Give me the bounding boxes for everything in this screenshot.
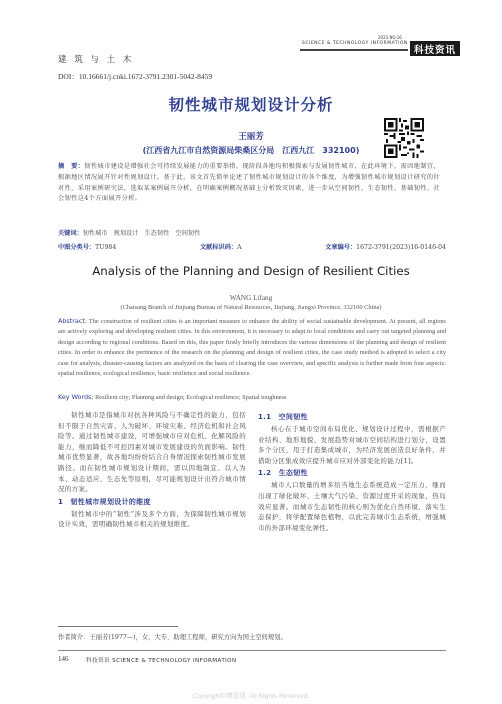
keywords-en-label: Key Words: — [58, 393, 94, 401]
footnote-rule — [58, 626, 178, 627]
copyright-watermark: Copyright©博看网. All Rights Reserved. — [192, 693, 310, 700]
clc-value: TU984 — [95, 244, 117, 251]
article-value: 1672-3791(2023)16-0146-04 — [356, 244, 446, 251]
article-label: 文章编号： — [325, 244, 357, 251]
qr-code-icon[interactable] — [384, 118, 424, 158]
section-1-1-heading: 1.1 空间韧性 — [258, 413, 308, 421]
abstract-cn-text: 韧性城市建设是增强社会可持续发展能力的重要举措，现阶段各地均积极探索与发展韧性城市，在此环境下，需因地制宜，根据地区情况展开针对性规划设计。基于此，该文首先简单论述了韧性城市规划设计的各个维度，为增强韧性城市规划设计研究的针对性，采用案例研究法，选取某案例展开分析，在明确案例概况基础上分析致灾因素，进一步从空间韧性、生态韧性、基础韧性、社会韧性这4个方面展开分析。 — [58, 163, 441, 203]
clc-label: 中图分类号： — [58, 244, 96, 251]
section-1-paragraph: 韧性城市中的“韧性”涉及多个方面，为保障韧性城市规划设计实效，需明确韧性城市相关的规划维度。 — [58, 509, 246, 529]
journal-brand-logo: 科技资讯 — [410, 41, 460, 56]
journal-name-small: SCIENCE & TECHNOLOGY INFORMATION — [302, 41, 408, 46]
english-title: Analysis of the Planning and Design of Resilient Cities — [92, 264, 410, 278]
section-1-heading: 1 韧性城市规划设计的维度 — [58, 497, 151, 506]
section-1-2-paragraph: 城市人口数量的增多给当地生态系统造成一定压力，继而出现了绿化破坏、土壤大气污染、资源过度开采的现象，热岛效应显著。而城市生态韧性的核心则为优化自然环境、落实生态保护，将学配置绿色植物，以此完善城市生态系统，增强城市的外部环境变化弹性。 — [258, 481, 446, 532]
abstract-en-label: Abstract: — [58, 317, 87, 325]
doi[interactable]: DOI：10.16661/j.cnki.1672-3791.2301-5042-8459 — [58, 72, 213, 81]
document-code — [200, 242, 242, 251]
author-en: WANG Lifang — [229, 294, 273, 302]
keywords-cn — [58, 228, 446, 237]
affiliation-cn: (江西省九江市自然资源局柴桑区分局 江西九江 332100) — [142, 146, 360, 155]
page-number: 146 — [58, 655, 69, 663]
issue-number: 2023 NO.16 — [378, 35, 402, 40]
footer-journal-name: 科技资讯 SCIENCE & TECHNOLOGY INFORMATION — [86, 658, 237, 664]
keywords-en — [58, 393, 446, 401]
author-cn: 王丽芳 — [238, 132, 264, 142]
clc-number — [58, 242, 116, 251]
body-column-right — [258, 410, 446, 533]
article-number — [325, 242, 446, 251]
keywords-en-text: Resilient city; Planning and design; Ecological resilience; Spatial toughness — [93, 394, 287, 401]
code-label: 文献标识码： — [199, 244, 238, 251]
body-column-left — [58, 410, 246, 530]
abstract-en — [58, 316, 446, 379]
section-1-1-paragraph: 核心在于城市空间布局优化、规划设计过程中，需根据产业结构、地形地貌、发展趋势对城市空间结构进行划分，设置多个分区，用于打造集成城市，为经济发展创造良好条件，并借助分区集成效应提升城市应对外部变化的能力[1]。 — [258, 425, 446, 465]
footer-rule — [58, 650, 446, 651]
abstract-cn-label: 摘 要： — [58, 163, 85, 170]
affiliation-en: (Chaisang Branch of Jiujiang Bureau of Natural Resources, Jiujiang, Jiangxi Province, 332100 China) — [120, 304, 382, 311]
header-rule — [300, 49, 408, 51]
intro-paragraph: 韧性城市是指城市对抗各种风险与不确定性的能力，包括但不限于自然灾害、人为破坏、环境灾难、经济危机和社会风险等。通过韧性城市建设，可增强城市应对危机、化解风险的能力，继而降低不可控因素对城市发展建设的负面影响。韧性城市优势显著，故各地均纷纷结合自身情况探索韧性城市发展路径。而在韧性城市规划设计期间，需以因地制宜、以人为本、动态适应、生态先等原则，尽可能规划设计出符合城市情况的方案。 — [58, 411, 246, 494]
code-value: A — [237, 244, 242, 251]
author-footnote: 作者简介：王丽芳(1977—)，女，大专，助理工程师，研究方向为国土空间规划。 — [58, 634, 287, 641]
abstract-cn — [58, 162, 446, 205]
article-meta — [58, 242, 446, 251]
abstract-en-text: The construction of resilient cities is an important measure to enhance the ability of social sustainable development. At present, all regions are actively exploring and developing resilient cities. In this environment, it is necessary to adapt to local conditions and carry out targeted planning and design according to regional conditions. Based on this, this paper firstly briefly introduces the various dimensions of the planning and design of resilient cities. In order to enhance the pertinence of the research on the planning and design of resilient cities, the case study method is adopted to select a city case for analysis, disaster-causing factors are analyzed on the basis of clearing the case overview, and specific analysis is further made from four aspects: spatial resilience, ecological resilience, basic resilience and social resilience. — [58, 318, 446, 378]
section-label: 建 筑 与 土 木 — [58, 55, 134, 65]
keywords-cn-label: 关键词： — [58, 230, 83, 237]
page-title: 韧性城市规划设计分析 — [168, 96, 334, 114]
keywords-cn-text: 韧性城市 规划设计 生态韧性 空间韧性 — [82, 230, 201, 237]
section-1-2-heading: 1.2 生态韧性 — [258, 469, 308, 478]
